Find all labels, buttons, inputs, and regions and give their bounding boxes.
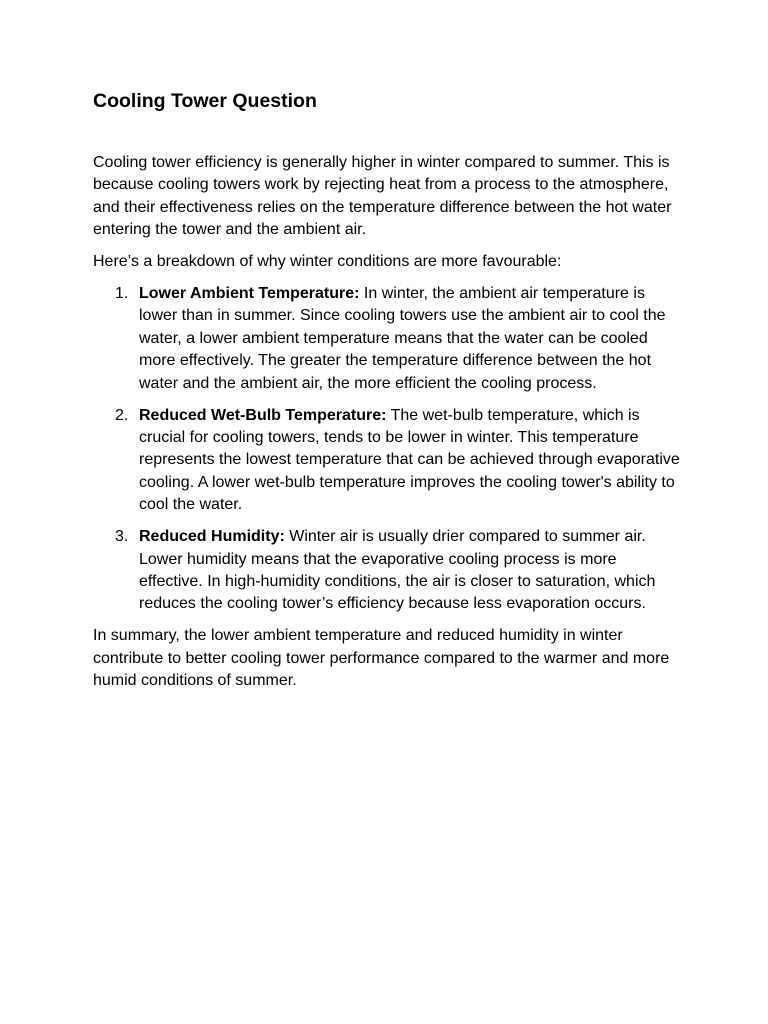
list-item-number: 1.	[115, 285, 129, 303]
list-item-text: In winter, the ambient air temperature is lower than in summer. Since cooling towers use the ambient air to cool the water, a lower ambient temperature means that the water can be cooled more effectively. The greater the temperature difference between the hot water and the ambient air, the more efficient the cooling process.	[139, 285, 666, 392]
list-item	[93, 283, 683, 395]
list-item-number: 3.	[115, 528, 129, 546]
list-item-term: Lower Ambient Temperature:	[139, 285, 360, 303]
list-item-text: Winter air is usually drier compared to summer air. Lower humidity means that the evaporative cooling process is more effective. In high-humidity conditions, the air is closer to saturation, which reduces the cooling tower’s efficiency because less evaporation occurs.	[139, 528, 656, 613]
document-body	[93, 152, 683, 702]
list-item-term: Reduced Humidity:	[139, 528, 285, 546]
lead-in-paragraph: Here’s a breakdown of why winter conditions are more favourable:	[93, 253, 562, 271]
list-item	[93, 405, 683, 517]
list-item-term: Reduced Wet-Bulb Temperature:	[139, 406, 387, 424]
reasons-list	[93, 283, 683, 616]
summary-paragraph: In summary, the lower ambient temperature and reduced humidity in winter contribute to better cooling tower performance compared to the warmer and more humid conditions of summer.	[93, 627, 670, 690]
list-item	[93, 526, 683, 616]
document-title: Cooling Tower Question	[93, 90, 317, 112]
list-item-number: 2.	[115, 406, 129, 424]
list-item-text: The wet-bulb temperature, which is crucial for cooling towers, tends to be lower in winter. This temperature represents the lowest temperature that can be achieved through evaporative cooling. A lower wet-bulb temperature improves the cooling tower's ability to cool the water.	[139, 406, 680, 514]
intro-paragraph: Cooling tower efficiency is generally higher in winter compared to summer. This is because cooling towers work by rejecting heat from a process to the atmosphere, and their effectiveness relies on the temperature difference between the hot water entering the tower and the ambient air.	[93, 154, 672, 239]
